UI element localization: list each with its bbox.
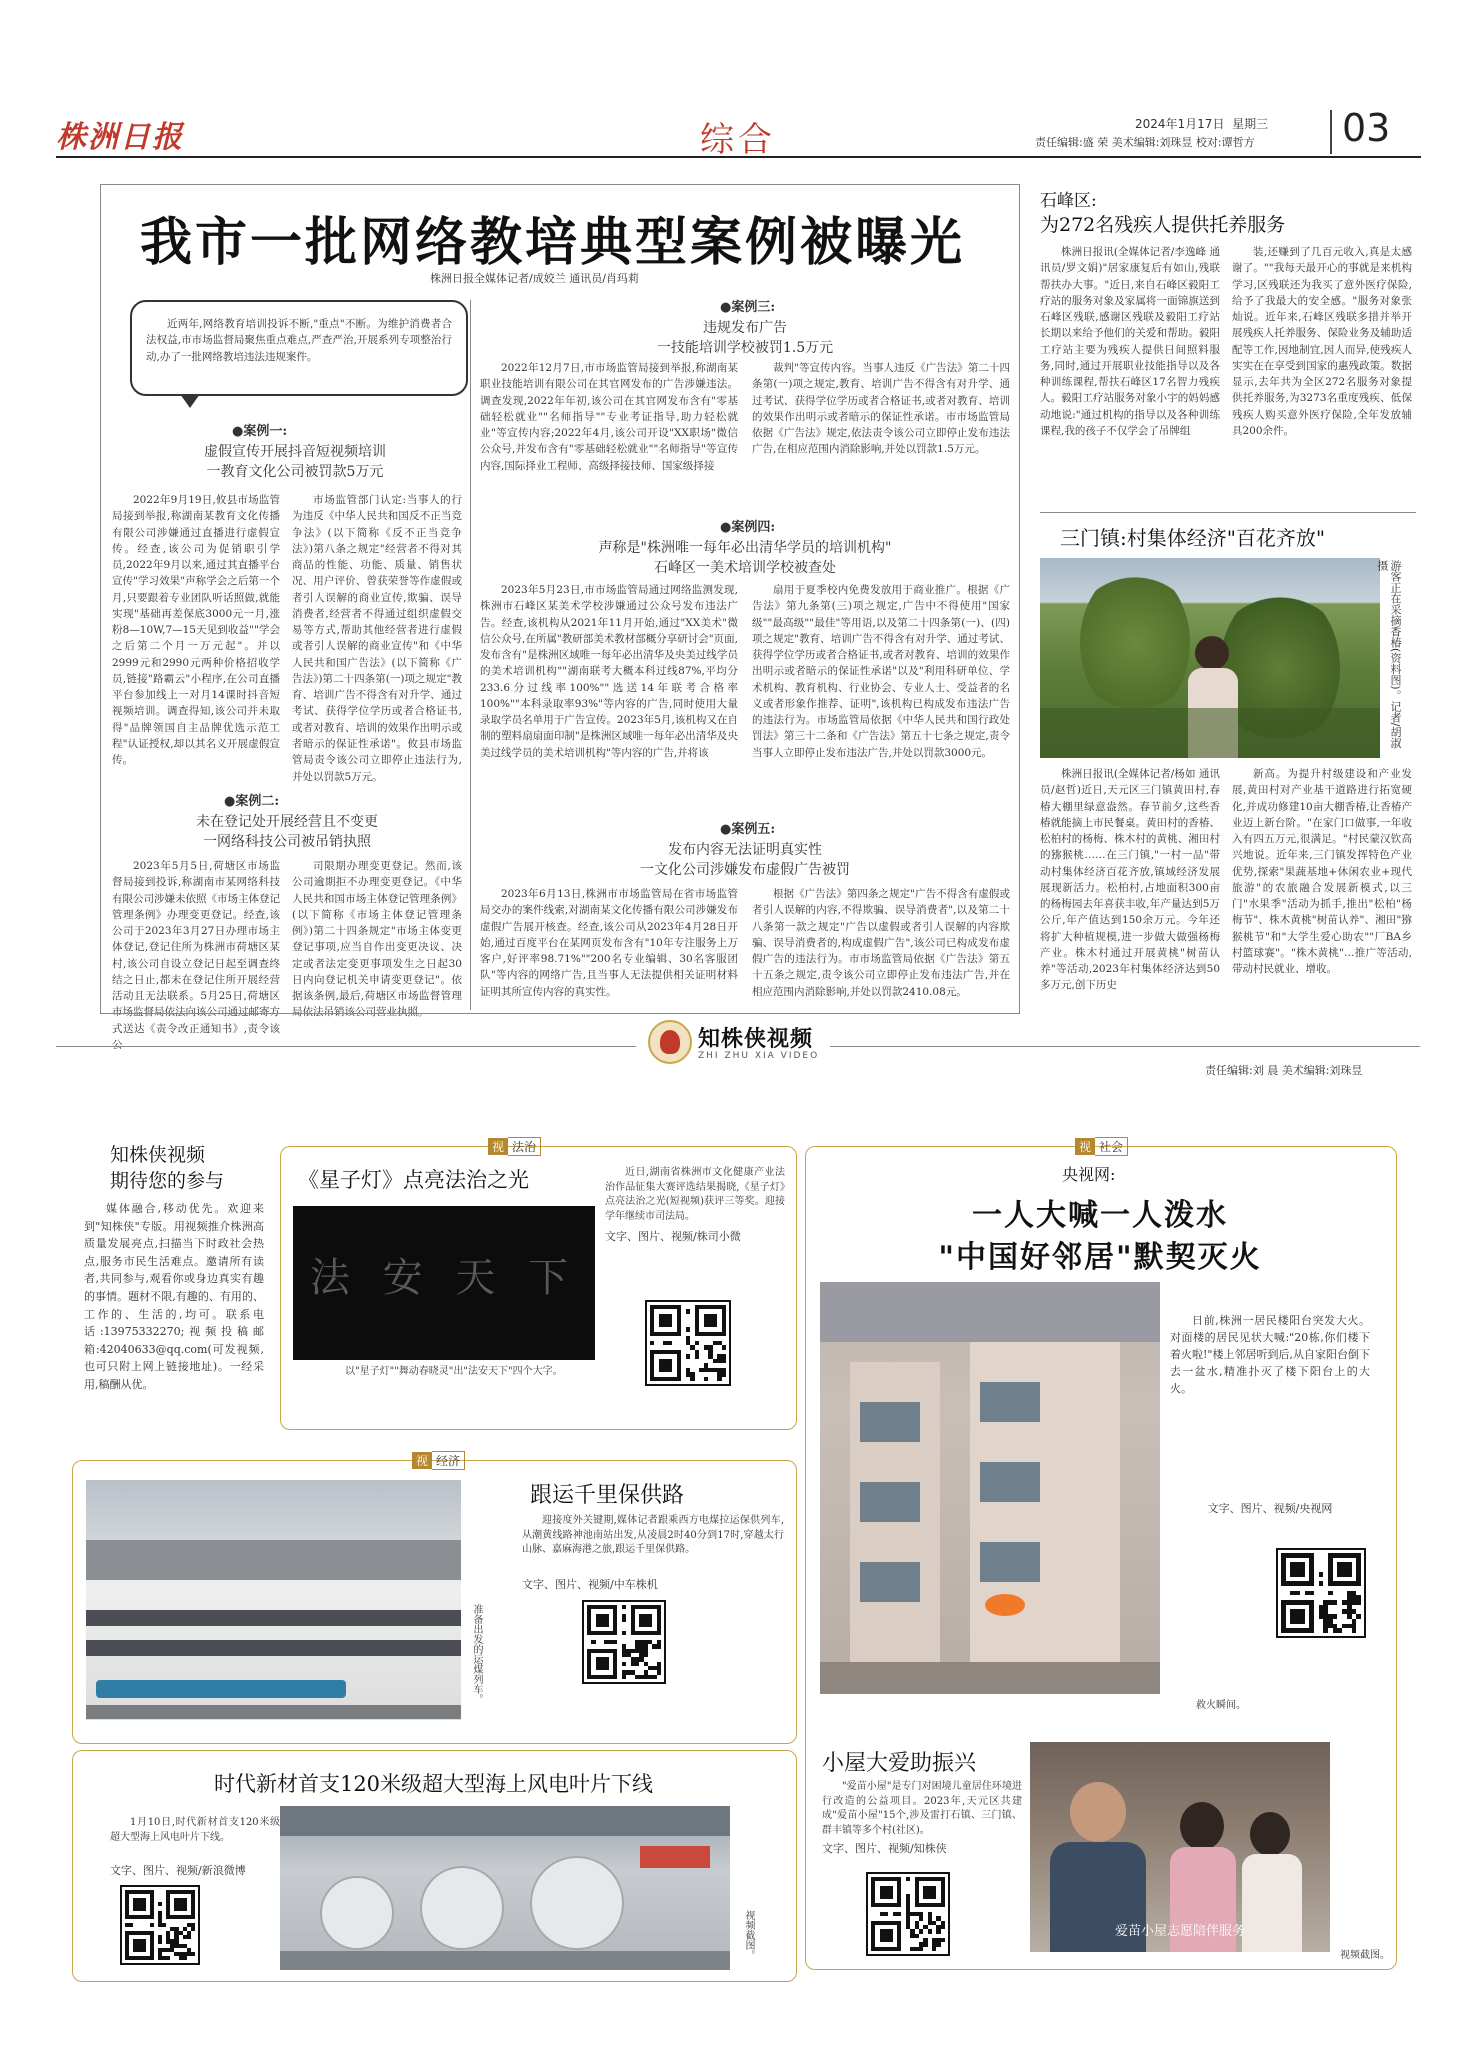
issue-date	[1135, 115, 1268, 132]
case4-title2: 石峰区一美术培训学校被查处	[654, 560, 836, 576]
sanmen-body-b	[1232, 766, 1412, 1018]
date-text: 2024年1月17日	[1135, 117, 1225, 131]
case4-paragraph2: 扇用于夏季校内免费发放用于商业推广。根据《广告法》第九条第(三)项之规定,广告中不得使用"国家级""最高级""最佳"等用语,以及第二十四条第(一)、(四)项之规定"教育、培训广告不得含有对升学、通过考试、获得学位学历或者合格证书,或者对教育、培训的效果作出明示或者暗示的保证性承诺"以及"利用科研单位、学术机构、教育机构、行业协会、专业人士、受益者的名义或者形象作推荐、证明",该机构已构成发布违法广告的违法行为。市场监管局依据《中华人民共和国行政处罚法》第三十二条和《广告法》第五十七条之规定,责令当事人立即停止发布违法广告,并处以罚款3000元。	[752, 584, 1010, 759]
shehui-caption: 救火瞬间。	[1196, 1700, 1246, 1711]
jingji-tag-b: 经济	[432, 1451, 465, 1470]
case3-tag: ●案例三:	[720, 300, 776, 315]
case5-tag: ●案例五:	[720, 822, 776, 837]
case4-tag: ●案例四:	[720, 520, 776, 535]
intro-text: 近两年,网络教育培训投诉不断,"重点"不断。为维护消费者合法权益,市市场监督局聚焦重点难点,严查严治,开展系列专项整治行动,办了一批网络教培违法违规案件。	[146, 318, 452, 363]
shifeng-title: 为272名残疾人提供托养服务	[1040, 214, 1286, 236]
case1-tag: ●案例一:	[232, 424, 288, 439]
fengdian-caption: 视频截图。	[743, 1910, 754, 1960]
case2-title1: 未在登记处开展经营且不变更	[196, 814, 378, 830]
case2-paragraph2: 司限期办理变更登记。然而,该公司逾期拒不办理变更登记。《中华人民共和国市场主体登记管理条例》(以下简称《市场主体登记管理条例》)第二十四条规定"市场主体变更登记事项,应当自作出变更决议、决定或者法定变更事项发生之日起30日内向登记机关申请变更登记"。依据该条例,最后,荷塘区市场监督管理局依法吊销该公司营业执照。	[292, 860, 462, 1019]
sanmen-photo	[1040, 558, 1380, 758]
xiaowu-body	[822, 1780, 1022, 1838]
fazhi-photo-text: 法 安 天 下	[309, 1255, 579, 1301]
case3-body	[480, 360, 738, 510]
video-intro-paragraph: 媒体融合,移动优先。欢迎来到"知株侠"专版。用视频推介株洲高质量发展亮点,扫描当下时政社会热点,服务市民生活难点。邀请所有读者,共同参与,观看你或身边真实有趣的事情。题材不限,有趣的、有用的、工作的、生活的,均可。联系电话:13975332270;视频投稿邮箱:42040633@qq.com(可发视频,也可只附上网上链接地址)。一经采用,稿酬从优。	[84, 1202, 264, 1391]
case4-heading	[480, 516, 1010, 577]
shifeng-kicker: 石峰区:	[1040, 191, 1097, 211]
case4-body2	[752, 582, 1010, 812]
shehui-title2: "中国好邻居"默契灭火	[938, 1240, 1262, 1275]
shehui-tag-b: 社会	[1095, 1137, 1128, 1156]
case1-body	[112, 492, 280, 782]
case2-tag: ●案例二:	[224, 794, 280, 809]
case5-paragraph2: 根据《广告法》第四条之规定"广告不得含有虚假或者引人误解的内容,不得欺骗、误导消费者",以及第二十八条第一款之规定"广告以虚假或者引人误解的内容欺骗、误导消费者的,构成虚假广告",该公司已构成发布虚假广告的违法行为。市市场监管局依据《广告法》第五十五条之规定,责令该公司立即停止发布违法广告,并在相应范围内消除影响,并处以罚款2410.08元。	[752, 888, 1010, 998]
video-intro-body	[84, 1200, 264, 1426]
case1-paragraph2: 市场监管部门认定:当事人的行为违反《中华人民共和国反不正当竞争法》(以下简称《反不正当竞争法》)第八条之规定"经营者不得对其商品的性能、功能、质量、销售状况、用户评价、曾获荣誉等作虚假或者引人误解的商业宣传,欺骗、误导消费者,经营者不得通过组织虚假交易等方式,帮助其他经营者进行虚假或者引人误解的商业宣传"和《中华人民共和国广告法》(以下简称《广告法》)第二十四条第(一)项之规定"教育、培训广告不得含有对升学、通过考试、获得学位学历或者合格证书,或者对教育、培训的效果作出明示或者暗示的保证性承诺"。攸县市场监管局责令该公司立即停止违法行为,并处以罚款5万元。	[292, 494, 462, 783]
weekday-text: 星期三	[1232, 117, 1269, 131]
fazhi-tag	[488, 1137, 541, 1156]
video-section-editors: 责任编辑:刘 晨 美术编辑:刘珠昱	[1205, 1064, 1363, 1077]
case5-body	[480, 886, 738, 1010]
jingji-tag-a: 视	[412, 1452, 432, 1469]
case2-body2	[292, 858, 462, 1019]
zhizhuxia-logo-badge	[648, 1020, 692, 1064]
case4-body	[480, 582, 738, 812]
case2-body	[112, 858, 280, 1051]
masthead-logo: 株洲日报	[56, 120, 184, 155]
xiaowu-photo	[1030, 1742, 1330, 1952]
shehui-credit: 文字、图片、视频/央视网	[1207, 1502, 1333, 1515]
case5-body2	[752, 886, 1010, 1010]
sanmen-photo-caption: 游客正在采摘香椿(资料图)。记者/胡淑 摄	[1375, 560, 1402, 749]
xiaowu-paragraph: "爱苗小屋"是专门对困境儿童居住环境进行改造的公益项目。2023年,天元区共建成"爱苗小屋"15个,涉及雷打石镇、三门镇、群丰镇等多个村(社区)。	[822, 1781, 1022, 1836]
case3-title1: 违规发布广告	[703, 320, 787, 336]
fengdian-photo	[280, 1806, 730, 1970]
case5-title2: 一文化公司涉嫌发布虚假广告被罚	[640, 862, 850, 878]
section-name: 综合	[700, 120, 776, 160]
shehui-paragraph: 日前,株洲一居民楼阳台突发大火。对面楼的居民见状大喊:"20栋,你们楼下着火啦!"楼上邻居听到后,从自家阳台倒下去一盆水,精准扑灭了楼下阳台上的大火。	[1170, 1314, 1370, 1396]
case4-title1: 声称是"株洲唯一每年必出清华学员的培训机构"	[598, 540, 892, 556]
fazhi-title: 《星子灯》点亮法治之光	[298, 1168, 529, 1192]
case2-heading	[112, 790, 462, 851]
jingji-body	[522, 1514, 784, 1572]
main-headline: 我市一批网络教培典型案例被曝光	[140, 212, 966, 273]
fazhi-tag-b: 法治	[508, 1137, 541, 1156]
video-section-subtitle: ZHI ZHU XIA VIDEO	[698, 1051, 820, 1061]
jingji-title: 跟运千里保供路	[530, 1483, 685, 1508]
case5-heading	[480, 818, 1010, 879]
xiaowu-credit: 文字、图片、视频/知株侠	[822, 1842, 947, 1855]
shehui-qr-code[interactable]	[1276, 1548, 1366, 1638]
case3-paragraph: 2022年12月7日,市市场监管局接到举报,称湖南某职业技能培训有限公司在其官网发布的广告涉嫌违法。调查发现,2022年年初,该公司在其官网发布含有"零基础轻松就业""名师指导""专业考证指导,助力轻松就业"等宣传内容;2022年4月,该公司开设"XX职场"微信公众号,并发布含有"零基础轻松就业""名师指导"等宣传内容,国际择业工程师、高级择接技师、国家级择接	[480, 362, 738, 472]
fazhi-photo-caption: 以"星子灯""舞动春晓灵"出"法安天下"四个大字。	[345, 1366, 563, 1377]
case3-paragraph2: 裁判"等宣传内容。当事人违反《广告法》第二十四条第(一)项之规定,教育、培训广告不得含有对升学、通过考试、获得学位学历或者合格证书,或者对教育、培训的效果作出明示或者暗示的保证性承诺。市市场监管局依据《广告法》规定,依法责令该公司立即停止发布违法广告,在相应范围内消除影响,并处以罚款1.5万元。	[752, 362, 1010, 456]
xiaowu-photo-text: 爱苗小屋志愿陪伴服务	[1114, 1924, 1245, 1939]
xiaowu-caption: 视频截图。	[1340, 1950, 1390, 1961]
video-intro-title2: 期待您的参与	[110, 1170, 225, 1192]
jingji-qr-code[interactable]	[582, 1600, 666, 1684]
shehui-tag	[1075, 1137, 1128, 1156]
shifeng-paragraph-b: 装,还赚到了几百元收入,真是太感谢了。""我每天最开心的事就是来机构学习,区残联还为我买了意外医疗保险,给予了我最大的安全感。"服务对象张灿说。近年来,石峰区残联多措并举开展残疾人托养服务、保险业务及辅助适配等工作,因地制宜,因人而异,使残疾人实实在在享受到国家的惠残政策。数据显示,去年共为全区272名服务对象提供托养服务,为3273名重度残疾、低保残疾人购买意外医疗保险,全年发放辅具200余件。	[1232, 246, 1412, 437]
fazhi-credit: 文字、图片、视频/株司小微	[605, 1230, 741, 1243]
shifeng-body-b	[1232, 244, 1412, 506]
case3-heading	[480, 296, 1010, 357]
fengdian-body	[110, 1816, 280, 1860]
xiaowu-qr-code[interactable]	[866, 1872, 950, 1956]
case1-title2: 一教育文化公司被罚款5万元	[206, 464, 384, 480]
case5-title1: 发布内容无法证明真实性	[668, 842, 822, 858]
shifeng-paragraph-a: 株洲日报讯(全媒体记者/李逸峰 通讯员/罗文娟)"居家康复后有如山,残联帮扶办大事。"近日,来自石峰区毅阳工疗站的服务对象及家属将一面锦旗送到石峰区残联,感谢区残联及毅阳工疗站长期以来给予他们的关爱和帮助。毅阳工疗站主要为残疾人提供日间照料服务,同时,通过开展职业技能指导以及各种训练课程,帮扶石峰区17名智力残疾人。毅阳工疗站服务对象小宇的妈妈感动地说:"通过机构的指导以及各种训练课程,我的孩子不仅学会了吊牌组	[1040, 246, 1220, 437]
header-editors: 责任编辑:盛 荣 美术编辑:刘珠昱 校对:谭哲方	[1035, 136, 1255, 149]
intro-bubble	[130, 300, 468, 396]
case3-title2: 一技能培训学校被罚1.5万元	[656, 340, 834, 356]
shehui-body	[1170, 1312, 1370, 1492]
fazhi-qr-code[interactable]	[645, 1300, 731, 1386]
shehui-photo	[820, 1282, 1160, 1694]
fazhi-tag-a: 视	[488, 1138, 508, 1155]
fazhi-body	[605, 1166, 785, 1224]
jingji-paragraph: 迎接度外关键期,媒体记者跟乘西方电煤拉运保供列车,从潮黄线路神池南站出发,从凌晨2时40分到17时,穿越太行山脉、嘉麻海港之旅,跟运千里保供路。	[522, 1515, 784, 1555]
jingji-tag	[412, 1451, 465, 1470]
sanmen-body-a	[1040, 766, 1220, 1018]
shehui-kicker: 央视网:	[1062, 1165, 1116, 1184]
fazhi-paragraph: 近日,湖南省株洲市文化健康产业法治作品征集大赛评选结果揭晓,《星子灯》点亮法治之光(短视频)获评三等奖。迎接学年继续市司法局。	[605, 1167, 785, 1222]
video-intro-title1: 知株侠视频	[110, 1144, 206, 1166]
page-number: 03	[1342, 106, 1391, 150]
case1-paragraph: 2022年9月19日,攸县市场监管局接到举报,称湖南某教育文化传播有限公司涉嫌通过直播进行虚假宣传。经查,该公司为促销职引学员,2022年9月以来,通过其直播平台宣传"学习效果"声称学会之后第一个月,只要跟着专业团队听话照做,就能实现"基础再差保底3000元一月,涨粉8—10W,7—15天见到收益""学会之后第二个月一万元起"。并以2999元和2990元两种价格招收学员,链接"路霸云"小程序,在公司直播平台参加线上一对月14课时抖音短视频培训。调查得知,该公司并未取得"品牌领国自主品牌优选示范工程"认证授权,却以其名义开展虚假宣传。	[112, 494, 280, 767]
fengdian-qr-code[interactable]	[120, 1885, 200, 1965]
shehui-title1: 一人大喊一人泼水	[972, 1198, 1228, 1233]
sanmen-title: 三门镇:村集体经济"百花齐放"	[1060, 526, 1326, 550]
video-section-title: 知株侠视频	[698, 1026, 814, 1052]
fengdian-credit: 文字、图片、视频/新浪微博	[110, 1864, 246, 1877]
jingji-photo	[86, 1480, 461, 1720]
shehui-tag-a: 视	[1075, 1138, 1095, 1155]
sanmen-paragraph-a: 株洲日报讯(全媒体记者/杨如 通讯员/赵哲)近日,天元区三门镇黄田村,春椿大棚里绿意盎然。春节前夕,这些香椿就能摘上市民餐桌。黄田村的香椿、松柏村的杨梅、株木村的黄桃、湘田村的猕猴桃……在三门镇,"一村一品"带动村集体经济百花齐放,镇域经济发展展现新活力。松柏村,占地面积300亩的杨梅园去年喜获丰收,年产量达到5万公斤,年产值达到150余万元。今年还将扩大种植规模,进一步做大做强杨梅产业。株木村通过开展黄桃"树苗认养"等活动,2023年村集体经济达到50多万元,创下历史	[1040, 768, 1220, 992]
case5-paragraph: 2023年6月13日,株洲市市场监管局在省市场监管局交办的案件线索,对湖南某文化传播有限公司涉嫌发布虚假广告展开核查。经查,该公司从2023年4月28日开始,通过百度平台在某网页发布含有"10年专注服务上万客户,好评率98.71%""200名专业编辑、30名客服团队"等内容的网络广告,且当事人无法提供相关证明材料证明其所宣传内容的真实性。	[480, 888, 738, 998]
case2-title2: 一网络科技公司被吊销执照	[203, 834, 371, 850]
fengdian-title: 时代新材首支120米级超大型海上风电叶片下线	[213, 1772, 654, 1796]
case1-title1: 虚假宣传开展抖音短视频培训	[204, 444, 386, 460]
case1-body2	[292, 492, 462, 782]
shifeng-body-a	[1040, 244, 1220, 506]
case3-body2	[752, 360, 1010, 510]
sanmen-paragraph-b: 新高。为提升村级建设和产业发展,黄田村对产业基干道路进行拓宽硬化,并成功修建10亩大棚香椿,让香椿产业迈上新台阶。"在家门口做事,一年收入有四五万元,很满足。"村民蒙汉钦高兴地说。近年来,三门镇发挥特色产业优势,探索"果蔬基地+休闲农业+现代旅游"的农旅融合发展新模式,以三门"水果季"活动为抓手,推出"松柏"杨梅节"、株木黄桃"树苗认养"、湘田"猕猴桃节"和"大学生爱心助农""厂BA乡村篮球赛"。"株木黄桃"…推广等活动,带动村民就业、增收。	[1232, 768, 1412, 976]
fengdian-paragraph: 1月10日,时代新材首支120米级超大型海上风电叶片下线。	[110, 1817, 280, 1843]
fazhi-photo	[293, 1206, 595, 1360]
xiaowu-title: 小屋大爱助振兴	[822, 1751, 977, 1776]
case2-paragraph: 2023年5月5日,荷塘区市场监督局接到投诉,称湖南市某网络科技有限公司涉嫌未依照《市场主体登记管理条例》办理变更登记。经查,该公司于2023年3月27日办理市场主体登记,登记住所为株洲市荷塘区某村,该公司自设立登记日起至调查终结之日止,都未在登记住所开展经营活动且无法联系。5月25日,荷塘区市场监督局依法向该公司通过邮寄方式送达《责令改正通知书》,责令该公	[112, 860, 280, 1051]
jingji-caption: 准备出发的运煤列车。	[471, 1604, 482, 1704]
case1-heading	[140, 420, 450, 481]
jingji-credit: 文字、图片、视频/中车株机	[522, 1578, 658, 1591]
case4-paragraph: 2023年5月23日,市市场监管局通过网络监测发现,株洲市石峰区某美术学校涉嫌通过公众号发布违法广告。经查,该机构从2021年11月开始,通过"XX美术"微信公众号,在所属"教研部美术教材部概分享研讨会"页面,发布含有"是株洲区域唯一每年必出清华及央美过线学员的美术培训机构""湖南联考大概本科过线87%,平均分233.6分过线率100%""选送14年联考合格率100%""本科录取率93%"等内容的广告,同时使用大量录取学员名单用于广告宣传。2023年5月,该机构又在自制的塑料扇扇面印制"是株洲区域唯一每年必出清华及央美过线学员的美术培训机构"等内容的广告,并将该	[480, 584, 738, 759]
main-byline: 株洲日报全媒体记者/成姣兰 通讯员/肖玛莉	[430, 272, 639, 285]
